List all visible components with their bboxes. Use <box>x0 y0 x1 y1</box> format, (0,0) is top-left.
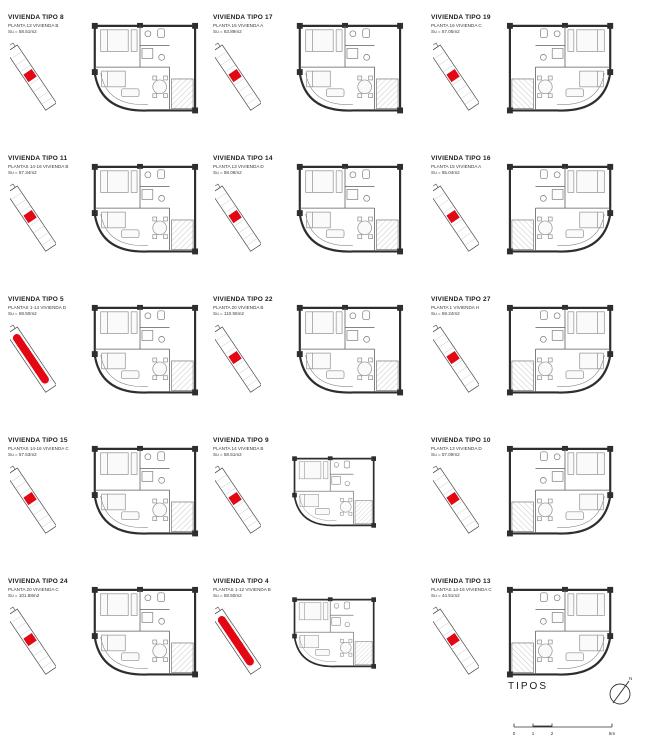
plan-area-label: Su = 57.05m2 <box>431 29 460 35</box>
plan-floor-label: PLANTA 20 VIVIENDA C <box>8 587 59 592</box>
unit-strip-highlight <box>216 615 255 668</box>
plan-title: VIVIENDA TIPO 14 <box>213 155 273 162</box>
plan-floor-label: PLANTA 1 VIVIENDA H <box>431 305 480 310</box>
terrace-hatch <box>171 220 193 250</box>
floor-plan-drawing <box>497 441 631 559</box>
plan-floor-label: PLANTA 14 VIVIENDA B <box>213 446 264 451</box>
plan-area-label: Su = 58.06m2 <box>213 170 242 176</box>
terrace-hatch <box>171 361 193 391</box>
floor-plan-drawing <box>74 159 208 277</box>
plan-area-label: Su = 58.50m2 <box>213 593 242 599</box>
svg-text:0: 0 <box>512 731 516 736</box>
plan-floor-label: PLANTA 15 VIVIENDA A <box>431 164 482 169</box>
plan-floor-label: PLANTA 20 VIVIENDA B <box>213 305 264 310</box>
key-plan-icon <box>433 321 479 401</box>
key-plan-icon <box>10 603 56 683</box>
key-plan-icon <box>433 603 479 683</box>
plan-floor-label: PLANTAS 1-12 VIVIENDA B <box>213 587 271 592</box>
plan-cell <box>8 570 213 711</box>
plan-title: VIVIENDA TIPO 24 <box>8 578 68 585</box>
plan-cell <box>213 6 431 147</box>
terrace-hatch <box>376 361 398 391</box>
terrace-hatch <box>376 220 398 250</box>
floor-plan-drawing <box>279 18 413 136</box>
plan-title: VIVIENDA TIPO 27 <box>431 296 491 303</box>
floor-plan-drawing <box>279 159 413 277</box>
plan-floor-label: PLANTAS 14-16 VIVIENDA B <box>8 164 69 169</box>
plan-area-label: Su = 65.04m2 <box>431 170 460 176</box>
plan-cell <box>8 147 213 288</box>
plan-area-label: Su = 59.24m2 <box>431 311 460 317</box>
legend <box>508 673 638 739</box>
plan-floor-label: PLANTA 16 VIVIENDA C <box>431 23 482 28</box>
plan-floor-label: PLANTA 13 VIVIENDA B <box>8 23 59 28</box>
plan-label-block <box>8 578 74 683</box>
floor-plan-drawing <box>74 441 208 559</box>
plan-floor-label: PLANTAS 14-16 VIVIENDA C <box>8 446 69 451</box>
plan-label-block <box>8 155 74 260</box>
plan-title: VIVIENDA TIPO 8 <box>8 14 64 21</box>
plan-cell <box>431 288 641 429</box>
plan-area-label: Su = 58.51m2 <box>8 29 37 35</box>
plan-area-label: Su = 58.51m2 <box>213 452 242 458</box>
floor-plan-drawing <box>279 588 383 692</box>
plan-label-block <box>431 14 497 119</box>
plan-title: VIVIENDA TIPO 5 <box>8 296 64 303</box>
plan-area-label: Su = 57.09m2 <box>431 452 460 458</box>
floor-plan-drawing <box>279 447 383 551</box>
plan-cell <box>8 6 213 147</box>
plan-floor-label: PLANTA 15 VIVIENDA A <box>213 23 264 28</box>
plan-title: VIVIENDA TIPO 13 <box>431 578 491 585</box>
floor-plan-drawing <box>74 300 208 418</box>
terrace-hatch <box>512 220 534 250</box>
plan-cell <box>431 429 641 570</box>
plan-area-label: Su = 57.34m2 <box>8 170 37 176</box>
plan-label-block <box>431 155 497 260</box>
floor-plan-drawing <box>279 300 413 418</box>
plan-floor-label: PLANTA 13 VIVIENDA D <box>213 164 264 169</box>
key-plan-icon <box>215 180 261 260</box>
plan-cell <box>213 429 431 570</box>
key-plan-icon <box>10 321 56 401</box>
key-plan-icon <box>215 603 261 683</box>
svg-text:5m: 5m <box>608 731 616 736</box>
plan-label-block <box>8 14 74 119</box>
key-plan-icon <box>215 462 261 542</box>
plan-label-block <box>8 437 74 542</box>
plan-label-block <box>213 14 279 119</box>
plan-floor-label: PLANTAS 14-16 VIVIENDA C <box>431 587 492 592</box>
plan-cell <box>431 147 641 288</box>
key-plan-icon <box>433 462 479 542</box>
terrace-hatch <box>376 79 398 109</box>
terrace-hatch <box>355 642 372 665</box>
terrace-hatch <box>512 643 534 673</box>
plan-title: VIVIENDA TIPO 4 <box>213 578 269 585</box>
unit-strip-highlight <box>11 333 50 386</box>
key-plan-icon <box>10 180 56 260</box>
plan-cell <box>213 147 431 288</box>
plan-label-block <box>213 578 279 683</box>
terrace-hatch <box>512 361 534 391</box>
floor-plan-drawing <box>74 18 208 136</box>
plan-cell <box>8 288 213 429</box>
plan-title: VIVIENDA TIPO 15 <box>8 437 68 444</box>
plan-floor-label: PLANTAS 1-14 VIVIENDA D <box>8 305 67 310</box>
plan-title: VIVIENDA TIPO 22 <box>213 296 273 303</box>
plan-area-label: Su = 58.50m2 <box>8 311 37 317</box>
terrace-hatch <box>171 502 193 532</box>
terrace-hatch <box>171 79 193 109</box>
key-plan-icon <box>215 39 261 119</box>
plan-area-label: Su = 110.55m2 <box>213 311 244 317</box>
terrace-hatch <box>512 502 534 532</box>
plan-label-block <box>431 437 497 542</box>
terrace-hatch <box>171 643 193 673</box>
key-plan-icon <box>433 39 479 119</box>
plan-title: VIVIENDA TIPO 19 <box>431 14 491 21</box>
floor-plan-drawing <box>74 582 208 700</box>
floor-plan-drawing <box>497 300 631 418</box>
plan-area-label: Su = 63.89m2 <box>213 29 242 35</box>
terrace-hatch <box>512 79 534 109</box>
plan-title: VIVIENDA TIPO 9 <box>213 437 269 444</box>
plan-area-label: Su = 57.53m2 <box>8 452 37 458</box>
plan-label-block <box>8 296 74 401</box>
svg-text:N: N <box>629 676 633 681</box>
key-plan-icon <box>10 462 56 542</box>
plan-label-block <box>213 296 279 401</box>
plan-cell <box>8 429 213 570</box>
plan-area-label: Su = 44.51m2 <box>431 593 460 599</box>
plan-label-block <box>213 437 279 542</box>
key-plan-icon <box>215 321 261 401</box>
north-arrow-icon <box>604 673 638 709</box>
key-plan-icon <box>10 39 56 119</box>
plan-cell <box>213 288 431 429</box>
plan-cell <box>431 6 641 147</box>
plan-title: VIVIENDA TIPO 17 <box>213 14 273 21</box>
floor-plan-drawing <box>497 18 631 136</box>
plan-label-block <box>431 296 497 401</box>
plan-label-block <box>213 155 279 260</box>
plans-grid <box>8 6 641 711</box>
plan-title: VIVIENDA TIPO 16 <box>431 155 491 162</box>
floor-plan-drawing <box>497 159 631 277</box>
plan-cell <box>213 570 431 711</box>
key-plan-icon <box>433 180 479 260</box>
plan-area-label: Su = 101.88m2 <box>8 593 40 599</box>
legend-row <box>508 673 638 709</box>
sheet-title: TIPOS <box>508 681 549 692</box>
terrace-hatch <box>355 501 372 524</box>
plan-title: VIVIENDA TIPO 10 <box>431 437 491 444</box>
svg-text:2: 2 <box>550 731 554 736</box>
plan-floor-label: PLANTA 13 VIVIENDA D <box>431 446 482 451</box>
plan-title: VIVIENDA TIPO 11 <box>8 155 68 162</box>
svg-text:1: 1 <box>531 731 535 736</box>
plan-label-block <box>431 578 497 683</box>
scale-bar <box>508 719 630 739</box>
